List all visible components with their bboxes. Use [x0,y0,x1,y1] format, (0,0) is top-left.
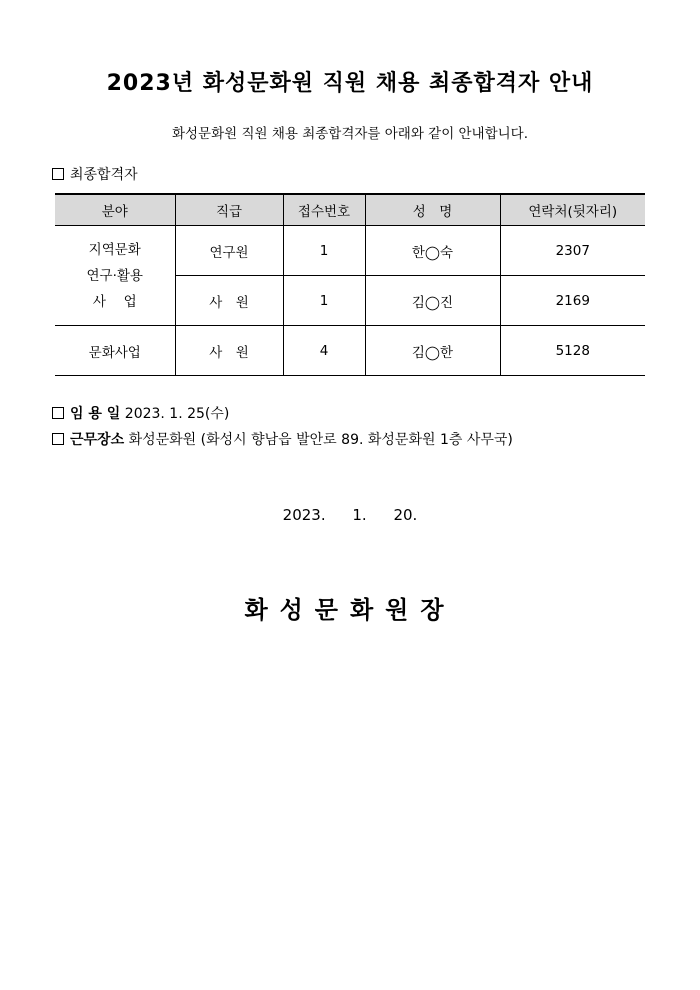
checkbox-square-icon [52,407,64,419]
contact-cell: 2307 [500,226,645,276]
name-cell: 한◯숙 [365,226,500,276]
field-line: 연구·활용 [86,267,143,284]
table-row [55,326,645,376]
field-cell-local-culture [55,226,175,326]
notice-date: 2023. 1. 20. [282,506,418,524]
table-row [55,226,645,276]
header-number: 접수번호 [283,194,365,226]
number-cell: 4 [283,326,365,376]
field-line: 지역문화 [88,241,141,258]
results-section-heading [52,164,138,184]
appointment-line [52,403,229,423]
intro-text: 화성문화원 직원 채용 최종합격자를 아래와 같이 안내합니다. [171,126,529,142]
rank-cell: 연구원 [175,226,283,276]
contact-cell: 2169 [500,276,645,326]
number-cell: 1 [283,226,365,276]
results-heading-label: 최종합격자 [70,167,138,183]
header-name: 성 명 [365,194,500,226]
rank-cell: 사 원 [175,326,283,376]
number-cell: 1 [283,276,365,326]
rank-cell: 사 원 [175,276,283,326]
page-title: 2023년 화성문화원 직원 채용 최종합격자 안내 [106,71,594,96]
table-header-row [55,194,645,226]
field-line: 사 업 [92,293,137,310]
header-contact: 연락처(뒷자리) [500,194,645,226]
name-cell: 김◯진 [365,276,500,326]
checkbox-square-icon [52,433,64,445]
name-cell: 김◯한 [365,326,500,376]
workplace-value: 화성문화원 (화성시 향남읍 발안로 89. 화성문화원 1층 사무국) [128,432,513,448]
header-field: 분야 [55,194,175,226]
signer-title: 화성문화원장 [244,596,456,624]
contact-cell: 5128 [500,326,645,376]
results-table [55,193,645,376]
workplace-line [52,429,513,449]
header-rank: 직급 [175,194,283,226]
appointment-value: 2023. 1. 25(수) [124,406,230,422]
checkbox-square-icon [52,168,64,180]
field-cell-culture-business: 문화사업 [55,326,175,376]
workplace-label: 근무장소 [70,432,125,448]
appointment-label: 임 용 일 [70,406,121,422]
